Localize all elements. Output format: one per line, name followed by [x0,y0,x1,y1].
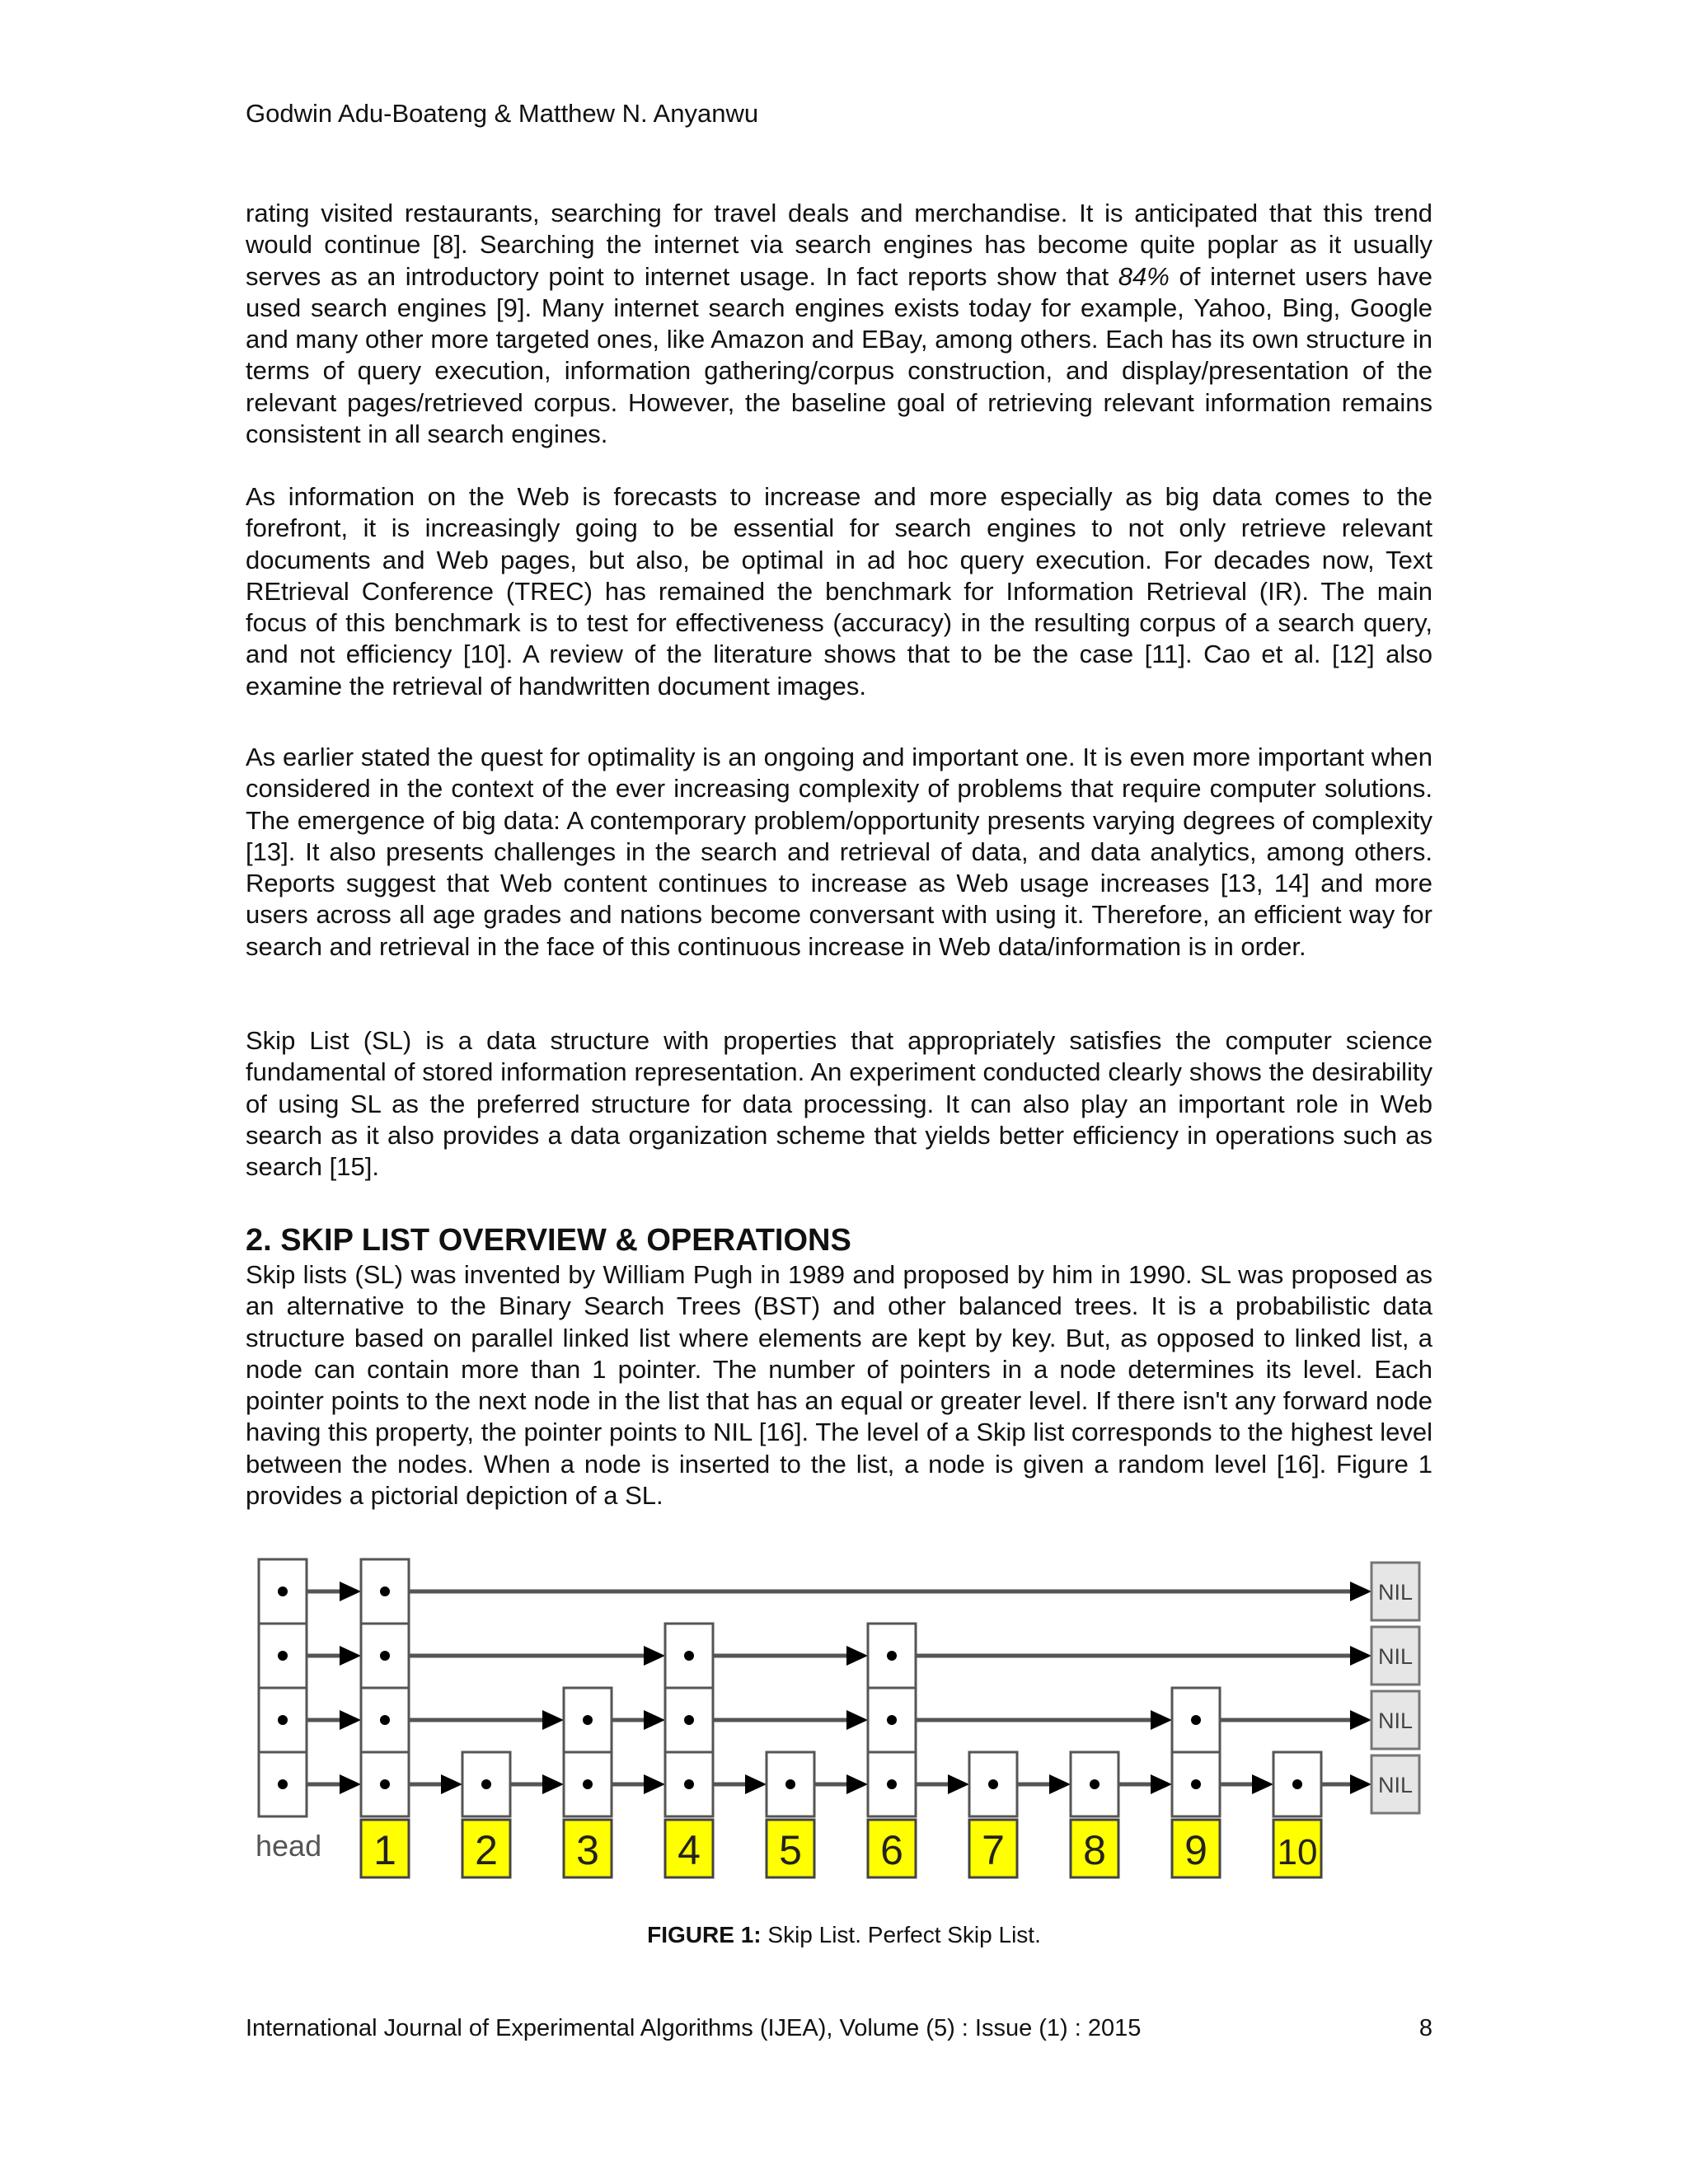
emphasis-percentage: 84% [1118,261,1170,291]
skip-list-diagram [251,1549,1426,1896]
pointer-arrowhead [1151,1774,1172,1794]
key-label: 2 [475,1827,498,1873]
pointer-dot [887,1651,897,1661]
pointer-arrowhead [340,1710,361,1730]
pointer-dot [1191,1779,1201,1789]
pointer-dot [684,1715,694,1725]
paragraph-1-text: rating visited restaurants, searching for travel deals and merchandise. It is anticipated that this trend would continue [8]. Searching the internet via search engines has become quite poplar as it usually serves as an introductory point to internet usage. In fact reports show that [246,199,1432,291]
pointer-arrowhead [441,1774,462,1794]
key-label: 1 [373,1827,396,1873]
pointer-dot [380,1651,390,1661]
pointer-arrowhead [644,1774,665,1794]
pointer-dot [887,1715,897,1725]
caption-label: FIGURE 1: [647,1922,762,1947]
key-label: 8 [1083,1827,1106,1873]
page-footer [246,2013,1432,2044]
paragraph-2: As information on the Web is forecasts to increase and more especially as big data comes to the forefront, it is increasingly going to be essential for search engines to not only retrieve relevant documents and Web pages, but also, be optimal in ad hoc query execution. For decades now, Text REtrieval Conference (TREC) has remained the benchmark for Information Retrieval (IR). The main focus of this benchmark is to test for effectiveness (accuracy) in the resulting corpus of a search query, and not efficiency [10]. A review of the literature shows that to be the case [11]. Cao et al. [12] also examine the retrieval of handwritten document images. [246,482,1432,701]
pointer-dot [785,1779,795,1789]
pointer-arrowhead [846,1774,868,1794]
pointer-arrowhead [542,1774,564,1794]
running-header: Godwin Adu-Boateng & Matthew N. Anyanwu [246,99,759,128]
pointer-arrowhead [644,1710,665,1730]
key-label: 4 [678,1827,701,1873]
head-label: head [256,1829,322,1863]
section-heading: 2. SKIP LIST OVERVIEW & OPERATIONS [246,1223,851,1258]
pointer-arrowhead [1350,1646,1372,1666]
pointer-dot [1292,1779,1302,1789]
pointer-dot [684,1779,694,1789]
paragraph-5: Skip lists (SL) was invented by William Pugh in 1989 and proposed by him in 1990. SL was proposed as an alternative to the Binary Search Trees (BST) and other balanced trees. It is a probabilistic data structure based on parallel linked list where elements are kept by key. But, as opposed to linked list, a node can contain more than 1 pointer. The number of pointers in a node determines its level. Each pointer points to the next node in the list that has an equal or greater level. If there isn't any forward node having this property, the pointer points to NIL [16]. The level of a Skip list corresponds to the highest level between the nodes. When a node is inserted to the list, a node is given a random level [16]. Figure 1 provides a pictorial depiction of a SL. [246,1260,1432,1511]
pointer-dot [988,1779,998,1789]
pointer-arrowhead [1350,1582,1372,1601]
key-label: 7 [982,1827,1005,1873]
paragraph-3: As earlier stated the quest for optimality is an ongoing and important one. It is even more important when considered in the context of the ever increasing complexity of problems that require computer solutions. The emergence of big data: A contemporary problem/opportunity presents varying degrees of complexity [13]. It also presents challenges in the search and retrieval of data, and data analytics, among others. Reports suggest that Web content continues to increase as Web usage increases [13, 14] and more users across all age grades and nations become conversant with using it. Therefore, an efficient way for search and retrieval in the face of this continuous increase in Web data/information is in order. [246,743,1432,961]
pointer-dot [380,1715,390,1725]
nil-label: NIL [1377,1773,1414,1797]
pointer-arrowhead [340,1582,361,1601]
paragraph-1-text-cont: of internet users have used search engines [9]. Many internet search engines exists today for example, Yahoo, Bing, Google and many other more targeted ones, like Amazon and EBay, among others. Each has its own structure in terms of query execution, information gathering/corpus construction, and display/presentation of the relevant pages/retrieved corpus. However, the baseline goal of retrieving relevant information remains consistent in all search engines. [246,261,1432,449]
pointer-arrowhead [846,1710,868,1730]
pointer-arrowhead [340,1646,361,1666]
pointer-arrowhead [1252,1774,1273,1794]
pointer-arrowhead [542,1710,564,1730]
caption-text: Skip List. Perfect Skip List. [761,1922,1041,1947]
pointer-dot [278,1779,288,1789]
pointer-arrowhead [846,1646,868,1666]
pointer-dot [1191,1715,1201,1725]
paragraph-1 [246,198,1432,450]
pointer-arrowhead [340,1774,361,1794]
key-label: 3 [576,1827,599,1873]
pointer-dot [684,1651,694,1661]
pointer-dot [481,1779,491,1789]
key-label: 6 [880,1827,903,1873]
key-label: 10 [1277,1832,1318,1872]
pointer-arrowhead [1350,1774,1372,1794]
paragraph-4: Skip List (SL) is a data structure with properties that appropriately satisfies the computer science fundamental of stored information representation. An experiment conducted clearly shows the desirability of using SL as the preferred structure for data processing. It can also play an important role in Web search as it also provides a data organization scheme that yields better efficiency in operations such as search [15]. [246,1026,1432,1182]
nil-label: NIL [1377,1580,1414,1605]
journal-citation: International Journal of Experimental Algorithms (IJEA), Volume (5) : Issue (1) : 2015 [246,2015,1142,2041]
pointer-arrowhead [1151,1710,1172,1730]
pointer-arrowhead [1049,1774,1071,1794]
pointer-dot [278,1651,288,1661]
pointer-dot [887,1779,897,1789]
pointer-arrowhead [644,1646,665,1666]
pointer-dot [583,1715,593,1725]
pointer-dot [278,1586,288,1596]
pointer-dot [380,1779,390,1789]
nil-label: NIL [1377,1708,1414,1733]
pointer-dot [583,1779,593,1789]
page-number: 8 [1418,2015,1432,2041]
pointer-dot [278,1715,288,1725]
pointer-arrowhead [1350,1710,1372,1730]
key-label: 5 [779,1827,802,1873]
key-label: 9 [1184,1827,1207,1873]
figure-caption [0,1920,1688,1950]
pointer-arrowhead [948,1774,969,1794]
pointer-dot [1090,1779,1100,1789]
pointer-dot [380,1586,390,1596]
pointer-arrowhead [745,1774,767,1794]
nil-label: NIL [1377,1644,1414,1669]
